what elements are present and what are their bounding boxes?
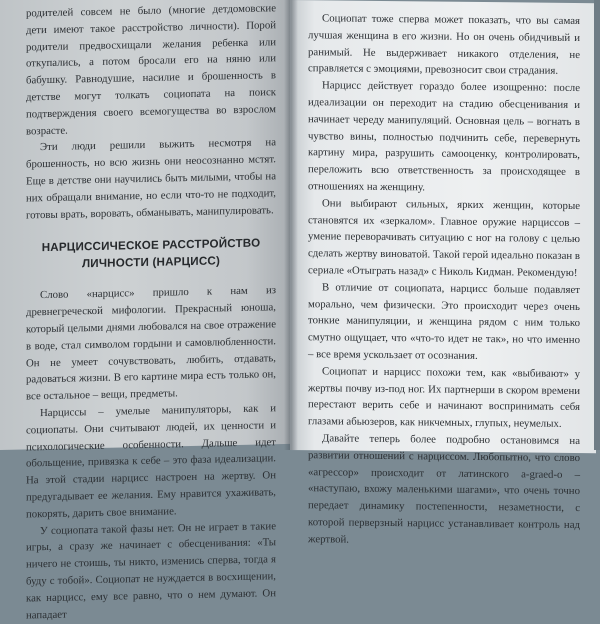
right-paragraph-3: Они выбирают сильных, ярких женщин, которые становятся их «зеркалом». Главное оружие нарциссов – умение переворачивать ситуацию с ног на голову с целью сделать жертву виноватой. Такой герой идеально показан в сериале «Отыграть назад» с Николь Кидман. Рекомендую! (308, 197, 580, 279)
right-paragraph-2: Нарцисс действует гораздо более изощренно: после идеализации он переходит на стадию обесценивания и начинает череду манипуляций. Основная цель – вогнать в чувство вины, полностью подчинить себе, перевернуть картину мира, разрушить самооценку, контролировать, переложить всю ответственность за происходящее в отношениях на женщину. (308, 79, 580, 194)
left-paragraph-survival: Эти люди решили выжить несмотря на брошенность, но всю жизнь они неосознанно мстят. Еще в детстве они научились быть милыми, чтобы на них обращали внимание, но если что-то не подходит, готовы врать, воровать, обманывать, манипулировать. (26, 136, 276, 222)
right-paragraph-4: В отличие от социопата, нарцисс больше подавляет морально, чем физически. Это происходит через очень тонкие манипуляции, и женщина рядом с ним только смутно ощущает, что «что-то идет не так», но что именно – все время ускользает от осознания. (308, 281, 580, 362)
right-paragraph-5: Социопат и нарцисс похожи тем, как «выбивают» у жертвы почву из-под ног. Их партнерши в скором времени перестают верить себе и начинают воспринимать себя глазами абьюзеров, как никчемных, глупых, неумелых. (308, 365, 580, 430)
left-paragraph-sociopath: У социопата такой фазы нет. Он не играет в такие игры, а сразу же начинает с обесценивания: «Ты ничего не стоишь, ты никто, изменись сперва, тогда я буду с тобой». Социопат не нуждается в восхищении, как нарцисс, ему все равно, что о нем думают. Он нападает (26, 519, 276, 621)
table-edge (594, 0, 600, 450)
left-book-page (0, 0, 290, 621)
book-spine-gutter (284, 0, 298, 450)
right-paragraph-6: Давайте теперь более подробно остановимся на развитии отношений с нарциссом. Любопытно, что слово «агрессор» происходит от латинского a-graed-o – «наступаю, вхожу маленькими шагами», что очень точно передает динамику постепенности, незаметности, с которой перверзный нарцисс устанавливает контроль над жертвой. (308, 432, 580, 546)
left-paragraph-continued: родителей совсем не было (многие детдомовские дети имеют такое расстройство личности). Порой родители предвосхищали желания ребенка или откупались, а потом бросали его на няню или бабушку. Равнодушие, насилие и брошенность в детстве могут толкать социопата на поиск подтверждения своего всемогущества во взрослом возрасте. (26, 2, 276, 138)
left-paragraph-manipulators: Нарциссы – умелые манипуляторы, как и социопаты. Они считывают людей, их ценности и психологические особенности. Дальше идет обольщение, привязка к себе – это фаза идеализации. На этой стадии нарцисс настроен на жертву. Он предугадывает ее желания. Ему нравится ухаживать, покорять, дарить свое внимание. (26, 402, 276, 521)
right-book-page (290, 0, 596, 546)
left-paragraph-myth: Слово «нарцисс» пришло к нам из древнегреческой мифологии. Прекрасный юноша, который целыми днями любовался на свое отражение в воде, стал символом гордыни и самовлюбленности. Он не умеет сочувствовать, любить, отдавать, радоваться жизни. В его картине мира есть только он, все остальное – вещи, предметы. (26, 284, 276, 403)
section-heading: НАРЦИССИЧЕСКОЕ РАССТРОЙСТВО ЛИЧНОСТИ (НАРЦИСС) (41, 236, 261, 271)
right-paragraph-1: Социопат тоже сперва может показать, что вы самая лучшая женщина в его жизни. Но он очень обидчивый и ранимый. Не выдерживает никакого отделения, не справляется с эмоциями, превозносит свои страдания. (308, 12, 580, 78)
